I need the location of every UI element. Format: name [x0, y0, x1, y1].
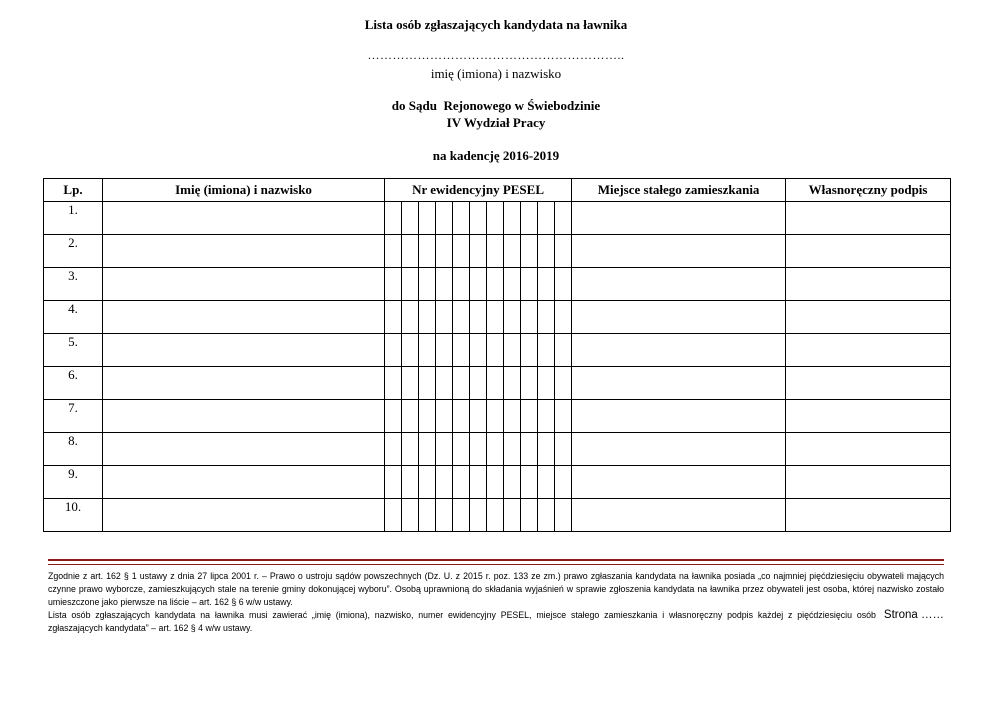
pesel-digit-cell[interactable]	[436, 301, 453, 334]
pesel-digit-cell[interactable]	[419, 367, 436, 400]
pesel-digit-cell[interactable]	[538, 268, 555, 301]
pesel-digit-cell[interactable]	[419, 268, 436, 301]
pesel-digit-cell[interactable]	[402, 334, 419, 367]
header-name: Imię (imiona) i nazwisko	[103, 179, 385, 202]
pesel-digit-cell[interactable]	[385, 334, 402, 367]
pesel-digit-cell[interactable]	[436, 268, 453, 301]
row-number: 10.	[44, 499, 103, 532]
pesel-digit-cell[interactable]	[419, 235, 436, 268]
pesel-digit-cell[interactable]	[487, 334, 504, 367]
table-row	[44, 499, 951, 532]
table-row	[44, 301, 951, 334]
pesel-digit-cell[interactable]	[402, 466, 419, 499]
pesel-digit-cell[interactable]	[470, 433, 487, 466]
address-cell[interactable]	[572, 202, 786, 235]
pesel-digit-cell[interactable]	[555, 268, 572, 301]
pesel-digit-cell[interactable]	[487, 301, 504, 334]
signature-cell[interactable]	[786, 268, 951, 301]
page-number-label: Strona ……	[883, 609, 944, 621]
pesel-digit-cell[interactable]	[555, 499, 572, 532]
pesel-digit-cell[interactable]	[521, 367, 538, 400]
pesel-digit-cell[interactable]	[504, 202, 521, 235]
pesel-digit-cell[interactable]	[487, 268, 504, 301]
pesel-digit-cell[interactable]	[487, 466, 504, 499]
candidate-name-label: imię (imiona) i nazwisko	[430, 66, 562, 81]
address-cell[interactable]	[572, 334, 786, 367]
pesel-digit-cell[interactable]	[487, 367, 504, 400]
name-cell[interactable]	[103, 202, 385, 235]
row-number: 6.	[44, 367, 103, 400]
pesel-digit-cell[interactable]	[419, 301, 436, 334]
pesel-digit-cell[interactable]	[419, 202, 436, 235]
pesel-digit-cell[interactable]	[385, 367, 402, 400]
pesel-digit-cell[interactable]	[385, 202, 402, 235]
name-cell[interactable]	[103, 367, 385, 400]
pesel-digit-cell[interactable]	[504, 235, 521, 268]
pesel-digit-cell[interactable]	[504, 433, 521, 466]
pesel-digit-cell[interactable]	[504, 367, 521, 400]
pesel-digit-cell[interactable]	[453, 499, 470, 532]
pesel-digit-cell[interactable]	[402, 433, 419, 466]
pesel-digit-cell[interactable]	[487, 400, 504, 433]
pesel-digit-cell[interactable]	[470, 367, 487, 400]
footer-divider	[48, 559, 944, 561]
pesel-digit-cell[interactable]	[470, 466, 487, 499]
address-cell[interactable]	[572, 400, 786, 433]
header-pesel: Nr ewidencyjny PESEL	[385, 179, 572, 202]
address-cell[interactable]	[572, 367, 786, 400]
row-number: 3.	[44, 268, 103, 301]
pesel-digit-cell[interactable]	[453, 334, 470, 367]
pesel-digit-cell[interactable]	[453, 202, 470, 235]
table-row	[44, 268, 951, 301]
signature-cell[interactable]	[786, 202, 951, 235]
pesel-digit-cell[interactable]	[385, 400, 402, 433]
signature-cell[interactable]	[786, 466, 951, 499]
row-number: 8.	[44, 433, 103, 466]
name-cell[interactable]	[103, 235, 385, 268]
pesel-digit-cell[interactable]	[419, 433, 436, 466]
pesel-digit-cell[interactable]	[487, 235, 504, 268]
header-signature: Własnoręczny podpis	[786, 179, 951, 202]
pesel-digit-cell[interactable]	[504, 301, 521, 334]
address-cell[interactable]	[572, 235, 786, 268]
pesel-digit-cell[interactable]	[538, 367, 555, 400]
table-row	[44, 433, 951, 466]
row-number: 2.	[44, 235, 103, 268]
signature-cell[interactable]	[786, 301, 951, 334]
table-row	[44, 235, 951, 268]
pesel-digit-cell[interactable]	[538, 499, 555, 532]
row-number: 4.	[44, 301, 103, 334]
address-cell[interactable]	[572, 301, 786, 334]
pesel-digit-cell[interactable]	[453, 400, 470, 433]
pesel-digit-cell[interactable]	[521, 433, 538, 466]
pesel-digit-cell[interactable]	[555, 301, 572, 334]
pesel-digit-cell[interactable]	[521, 202, 538, 235]
table-row	[44, 202, 951, 235]
pesel-digit-cell[interactable]	[470, 400, 487, 433]
signature-cell[interactable]	[786, 433, 951, 466]
signature-cell[interactable]	[786, 400, 951, 433]
pesel-digit-cell[interactable]	[470, 334, 487, 367]
pesel-digit-cell[interactable]	[538, 301, 555, 334]
pesel-digit-cell[interactable]	[419, 334, 436, 367]
pesel-digit-cell[interactable]	[436, 334, 453, 367]
address-cell[interactable]	[572, 268, 786, 301]
pesel-digit-cell[interactable]	[504, 499, 521, 532]
pesel-digit-cell[interactable]	[538, 466, 555, 499]
row-number: 7.	[44, 400, 103, 433]
signature-cell[interactable]	[786, 334, 951, 367]
name-cell[interactable]	[103, 433, 385, 466]
pesel-digit-cell[interactable]	[470, 499, 487, 532]
name-cell[interactable]	[103, 334, 385, 367]
table-row	[44, 466, 951, 499]
pesel-digit-cell[interactable]	[538, 334, 555, 367]
name-cell[interactable]	[103, 301, 385, 334]
pesel-digit-cell[interactable]	[402, 268, 419, 301]
pesel-digit-cell[interactable]	[453, 367, 470, 400]
pesel-digit-cell[interactable]	[470, 301, 487, 334]
pesel-digit-cell[interactable]	[555, 466, 572, 499]
pesel-digit-cell[interactable]	[555, 235, 572, 268]
pesel-digit-cell[interactable]	[521, 235, 538, 268]
pesel-digit-cell[interactable]	[470, 268, 487, 301]
pesel-digit-cell[interactable]	[504, 466, 521, 499]
pesel-digit-cell[interactable]	[402, 367, 419, 400]
pesel-digit-cell[interactable]	[538, 235, 555, 268]
pesel-digit-cell[interactable]	[538, 400, 555, 433]
name-cell[interactable]	[103, 400, 385, 433]
signature-cell[interactable]	[786, 367, 951, 400]
pesel-digit-cell[interactable]	[555, 400, 572, 433]
pesel-digit-cell[interactable]	[436, 367, 453, 400]
pesel-digit-cell[interactable]	[436, 466, 453, 499]
pesel-digit-cell[interactable]	[436, 499, 453, 532]
legal-note-1: Zgodnie z art. 162 § 1 ustawy z dnia 27 lipca 2001 r. – Prawo o ustroju sądów powszechnych (Dz. U. z 2015 r. poz. 133 ze zm.) prawo zgłaszania kandydata na ławnika posiada „co najmniej pięćdziesięciu obywateli mających czynne prawo wyborcze, zamieszkujących stale na terenie gminy dokonującej wyboru”. Osobą uprawnioną do składania wyjaśnień w sprawie zgłoszenia kandydata na ławnika przez obywateli jest osoba, której nazwisko zostało umieszczone jako pierwsze na liście – art. 162 § 6 w/w ustawy.	[48, 571, 944, 607]
pesel-digit-cell[interactable]	[453, 466, 470, 499]
table-row	[44, 367, 951, 400]
pesel-digit-cell[interactable]	[521, 301, 538, 334]
table-row	[44, 334, 951, 367]
pesel-digit-cell[interactable]	[385, 301, 402, 334]
signature-cell[interactable]	[786, 235, 951, 268]
pesel-digit-cell[interactable]	[453, 268, 470, 301]
pesel-digit-cell[interactable]	[555, 334, 572, 367]
pesel-digit-cell[interactable]	[555, 202, 572, 235]
legal-note-2: Lista osób zgłaszających kandydata na ławnika musi zawierać „imię (imiona), nazwisko, numer ewidencyjny PESEL, miejsce stałego zamieszkania i własnoręczny podpis każdej z pięćdziesięciu osób zgłaszających kandydata” – art. 162 § 4 w/w ustawy.	[48, 610, 876, 633]
pesel-digit-cell[interactable]	[487, 499, 504, 532]
row-number: 5.	[44, 334, 103, 367]
pesel-digit-cell[interactable]	[521, 466, 538, 499]
table-header-row	[44, 179, 951, 202]
header-address: Miejsce stałego zamieszkania	[572, 179, 786, 202]
pesel-digit-cell[interactable]	[504, 268, 521, 301]
row-number: 1.	[44, 202, 103, 235]
pesel-digit-cell[interactable]	[538, 433, 555, 466]
pesel-digit-cell[interactable]	[436, 433, 453, 466]
pesel-digit-cell[interactable]	[419, 466, 436, 499]
name-cell[interactable]	[103, 466, 385, 499]
pesel-digit-cell[interactable]	[385, 433, 402, 466]
pesel-digit-cell[interactable]	[504, 334, 521, 367]
pesel-digit-cell[interactable]	[470, 202, 487, 235]
term-of-office: na kadencję 2016-2019	[432, 148, 560, 163]
pesel-digit-cell[interactable]	[385, 235, 402, 268]
pesel-digit-cell[interactable]	[521, 334, 538, 367]
pesel-digit-cell[interactable]	[487, 433, 504, 466]
pesel-digit-cell[interactable]	[419, 400, 436, 433]
pesel-digit-cell[interactable]	[555, 433, 572, 466]
pesel-digit-cell[interactable]	[385, 268, 402, 301]
pesel-digit-cell[interactable]	[521, 400, 538, 433]
pesel-digit-cell[interactable]	[521, 268, 538, 301]
header-lp: Lp.	[44, 179, 103, 202]
pesel-digit-cell[interactable]	[521, 499, 538, 532]
address-cell[interactable]	[572, 433, 786, 466]
department-name: IV Wydział Pracy	[446, 115, 546, 130]
pesel-digit-cell[interactable]	[402, 499, 419, 532]
court-name: do Sądu Rejonowego w Świebodzinie	[391, 98, 601, 113]
pesel-digit-cell[interactable]	[504, 400, 521, 433]
name-cell[interactable]	[103, 268, 385, 301]
document-title: Lista osób zgłaszających kandydata na ławnika	[364, 17, 628, 32]
pesel-digit-cell[interactable]	[470, 235, 487, 268]
signatories-table	[43, 178, 951, 532]
pesel-digit-cell[interactable]	[402, 400, 419, 433]
row-number: 9.	[44, 466, 103, 499]
legal-notes	[48, 570, 944, 635]
pesel-digit-cell[interactable]	[453, 235, 470, 268]
pesel-digit-cell[interactable]	[402, 301, 419, 334]
signature-cell[interactable]	[786, 499, 951, 532]
address-cell[interactable]	[572, 466, 786, 499]
table-row	[44, 400, 951, 433]
pesel-digit-cell[interactable]	[419, 499, 436, 532]
name-cell[interactable]	[103, 499, 385, 532]
pesel-digit-cell[interactable]	[538, 202, 555, 235]
pesel-digit-cell[interactable]	[385, 466, 402, 499]
pesel-digit-cell[interactable]	[436, 400, 453, 433]
candidate-name-blank: ……………………………………………………..	[367, 48, 625, 62]
footer-divider-thin	[48, 564, 944, 565]
address-cell[interactable]	[572, 499, 786, 532]
pesel-digit-cell[interactable]	[436, 235, 453, 268]
pesel-digit-cell[interactable]	[487, 202, 504, 235]
pesel-digit-cell[interactable]	[402, 202, 419, 235]
pesel-digit-cell[interactable]	[453, 433, 470, 466]
pesel-digit-cell[interactable]	[402, 235, 419, 268]
pesel-digit-cell[interactable]	[385, 499, 402, 532]
pesel-digit-cell[interactable]	[453, 301, 470, 334]
pesel-digit-cell[interactable]	[436, 202, 453, 235]
pesel-digit-cell[interactable]	[555, 367, 572, 400]
